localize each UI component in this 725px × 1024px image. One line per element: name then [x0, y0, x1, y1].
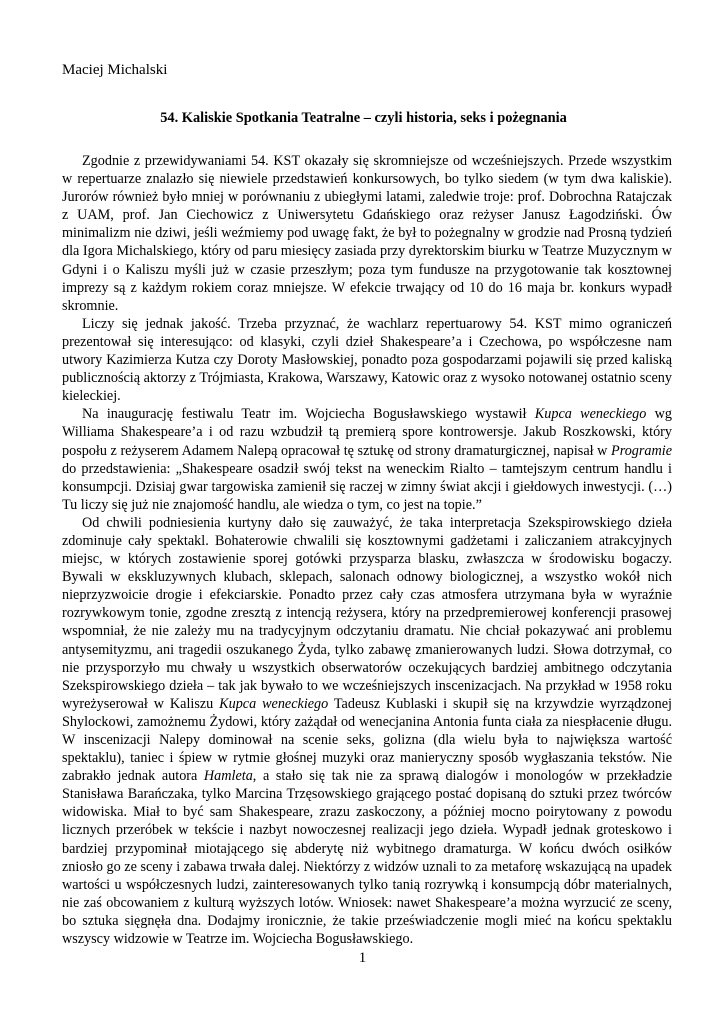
paragraph-text: do przedstawienia: „Shakespeare osadził swój tekst na weneckim Rialto – tamtejszym centrum handlu i konsumpcji. Dzisiaj gwar targowiska zamienił się raczej w zimny świat akcji i giełdowych inwestycji. (…) Tu liczy się już nie znajomość handlu, ale wiedza o tym, co jest na topie.”	[62, 460, 672, 513]
paragraph	[62, 405, 672, 514]
paragraph-text: Tadeusz Kublaski i skupił się na krzywdzie wyrządzonej Shylockowi, zamożnemu Żydowi, który zażądał od wenecjanina Antonia funta ciała za niespłacenie długu. W inscenizacji Nalepy dominował na scenie seks, golizna (dla wielu była to największa wartość spektaklu), taniec i śpiew w rytmie głośnej muzyki oraz manieryczny sposób wygłaszania tekstów. Nie zabrakło jednak autora	[62, 695, 672, 785]
paragraph-text: Zgodnie z przewidywaniami 54. KST okazały się skromniejsze od wcześniejszych. Przede wszystkim w repertuarze znalazło się niewiele przedstawień konkursowych, bo tylko siedem (w tym dwa kaliskie). Jurorów również było mniej w porównaniu z ubiegłymi latami, zaledwie troje: prof. Dobrochna Ratajczak z UAM, prof. Jan Ciechowicz z Uniwersytetu Gdańskiego oraz reżyser Janusz Łagodziński. Ów minimalizm nie dziwi, jeśli weźmiemy pod uwagę fakt, że był to pożegnalny w grodzie nad Prosną tydzień dla Igora Michalskiego, który od paru miesięcy zasiada przy dyrektorskim biurku w Teatrze Muzycznym w Gdyni i o Kaliszu myśli już w czasie przeszłym; poza tym fundusze na przygotowanie tak kosztownej imprezy są z każdym rokiem coraz mniejsze. W efekcie trwający od 10 do 16 maja br. konkurs wypadł skromnie.	[62, 153, 672, 314]
paragraph	[62, 315, 672, 405]
paragraph-text: Na inaugurację festiwalu Teatr im. Wojciecha Bogusławskiego wystawił	[82, 406, 535, 423]
paragraph	[62, 152, 672, 315]
article-title: 54. Kaliskie Spotkania Teatralne – czyli historia, seks i pożegnania	[160, 110, 567, 126]
italic-title: Programie	[611, 442, 672, 459]
italic-title: Kupca weneckiego	[219, 695, 329, 712]
article-body	[62, 152, 672, 948]
paragraph-text: wg Williama Shakespeare’a i od razu wzbudził tą premierą spore kontrowersje. Jakub Roszkowski, który pospołu z reżyserem Adamem Nalepą opracował tę sztukę od strony dramaturgicznej, napisał w	[62, 406, 673, 459]
author-name: Maciej Michalski	[62, 62, 168, 78]
italic-title: Kupca weneckiego	[534, 406, 647, 423]
italic-title: Hamleta	[203, 768, 253, 785]
paragraph-text: Liczy się jednak jakość. Trzeba przyznać, że wachlarz repertuarowy 54. KST mimo ograniczeń prezentował się interesująco: od klasyki, czyli dzieł Shakespeare’a i Czechowa, po współczesne nam utwory Kazimierza Kutza czy Doroty Masłowskiej, ponadto poza gospodarzami pojawili się przed kaliską publicznością aktorzy z Trójmiasta, Krakowa, Warszawy, Katowic oraz z wysoko notowanej ostatnio sceny kieleckiej.	[62, 315, 672, 405]
paragraph	[62, 514, 672, 948]
page-number: 1	[358, 950, 367, 966]
paragraph-text: , a stało się tak nie za sprawą dialogów i monologów w przekładzie Stanisława Barańczaka, tylko Marcina Trzęsowskiego grającego postać dopisaną do sztuki przez twórców widowiska. Miał to być sam Shakespeare, zrazu zaskoczony, a później mocno poirytowany z powodu licznych przeróbek w tekście i nazbyt nowoczesnej realizacji jego dzieła. Wypadł jednak groteskowo i bardziej przypominał miotającego się abderytę niż wybitnego dramaturga. W końcu dwóch osiłków zniosło go ze sceny i zabawa trwała dalej. Niektórzy z widzów uznali to za metaforę wskazującą na upadek wartości u współczesnych ludzi, zainteresowanych tylko tanią rozrywką i konsumpcją dóbr materialnych, nie zaś obcowaniem z kulturą wyższych lotów. Wniosek: nawet Shakespeare’a można wyrzucić ze sceny, bo sztuka sięgnęła dna. Dodajmy ironicznie, że takie przeświadczenie mogli mieć na końcu spektaklu wszyscy widzowie w Teatrze im. Wojciecha Bogusławskiego.	[62, 768, 672, 948]
paragraph-text: Od chwili podniesienia kurtyny dało się zauważyć, że taka interpretacja Szekspirowskiego dzieła zdominuje cały spektakl. Bohaterowie chwalili się kosztownymi gadżetami i zaliczaniem atrakcyjnych miejsc, w których zostawienie sporej gotówki przysparza blasku, zwłaszcza w środowisku bogaczy. Bywali w ekskluzywnych klubach, sklepach, salonach odnowy biologicznej, a wszystko wokół nich nieprzyzwoicie drogie i efekciarskie. Ponadto przez cały czas atmosfera utrzymana była w wyraźnie rozrywkowym tonie, zgodne zresztą z intencją reżysera, który na przedpremierowej konferencji prasowej wspomniał, że nie zależy mu na tradycyjnym odczytaniu dramatu. Nie chciał pokazywać ani problemu antysemityzmu, ani tragedii oszukanego Żyda, tylko zabawę zmanierowanych ludzi. Słowa dotrzymał, co nie przysporzyło mu chwały u wszystkich obserwatorów oczekujących bardziej ambitnego odczytania Szekspirowskiego dzieła – tak jak bywało to we wcześniejszych inscenizacjach. Na przykład w 1958 roku wyreżyserował w Kaliszu	[62, 514, 672, 712]
